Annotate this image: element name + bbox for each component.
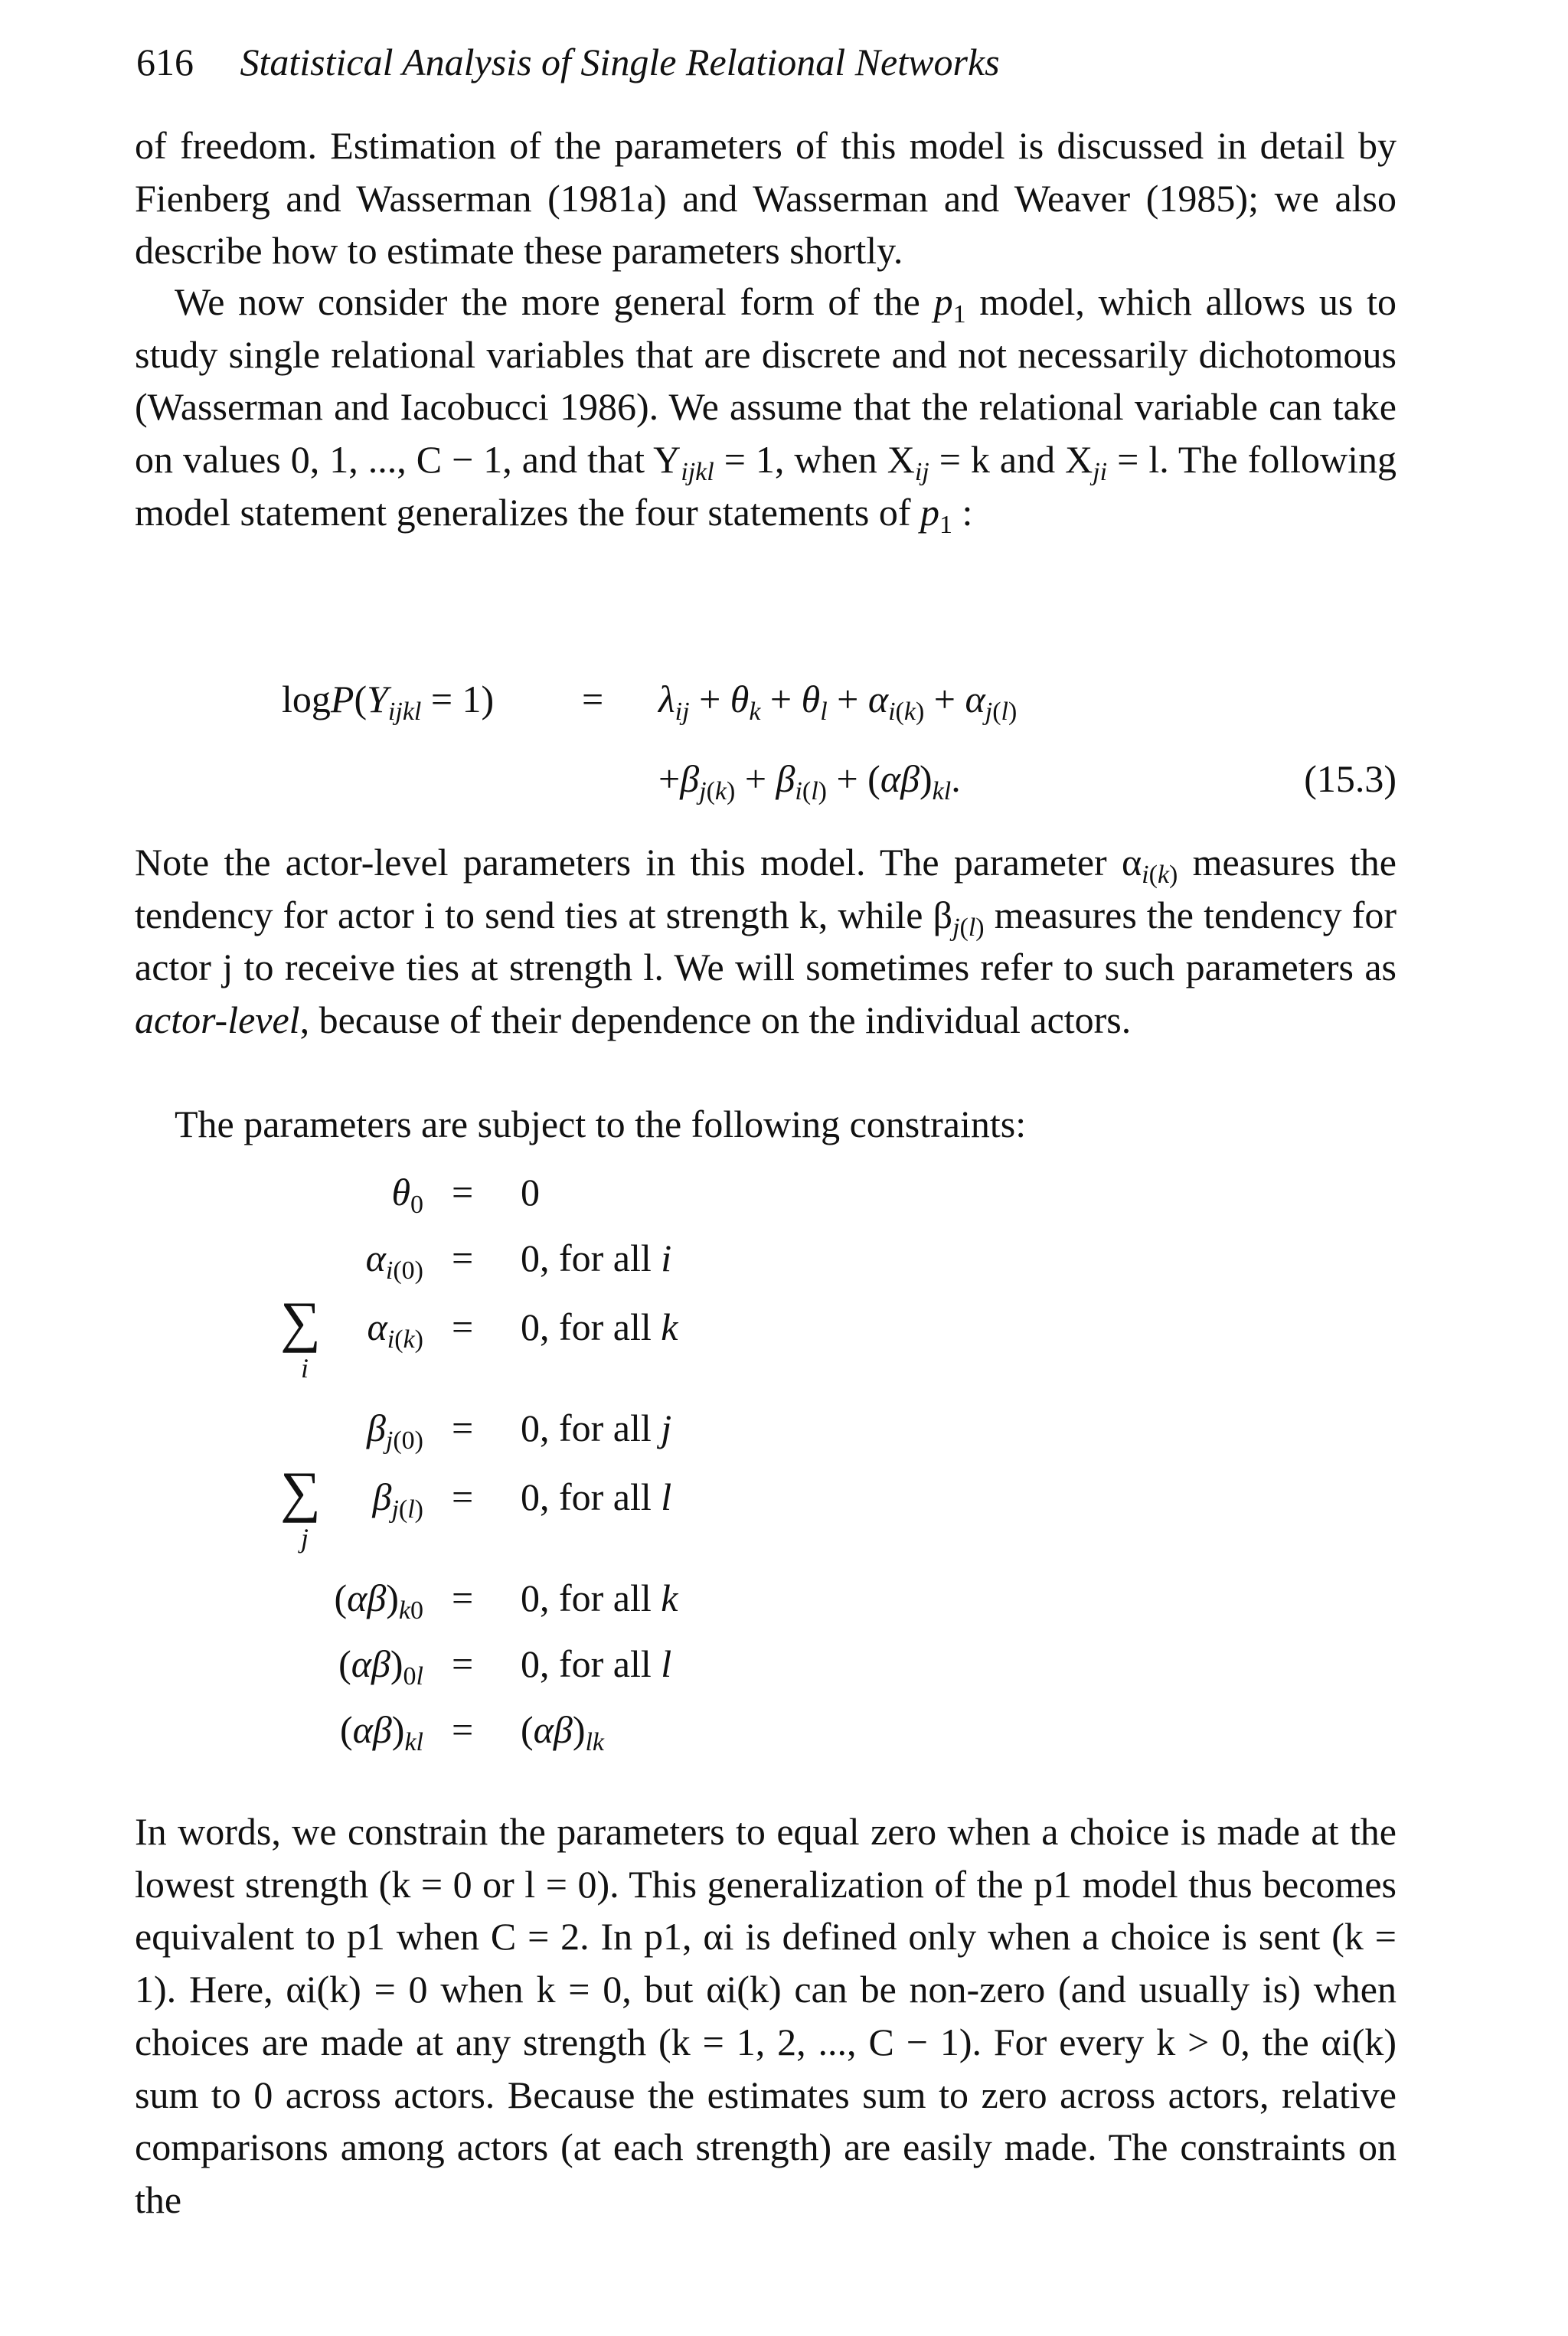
paragraph-1: of freedom. Estimation of the parameters of this model is discussed in detail by Fienberg and Wasserman (1981a) and Wasserman and Weaver (1985); we also describe how to estimate these parameters shortly. (135, 124, 1396, 273)
equation-number: (15.3) (1304, 757, 1396, 800)
paragraph-2: We now consider the more general form of the $p_1$ model, which allows us to study single relational variables that are discrete and not necessarily dichotomous (Wasserman and Iacobucci 1986). We assume that the relational variable can take on values 0, 1, ..., C − 1, and that $Y_{ijkl} = 1$, when $X_{ij} = k$ and $X_{ji} = l$. The following model statement generalizes the four statements of $p_1$ : (135, 280, 1397, 539)
paragraph-4: The parameters are subject to the following constraints: (175, 1103, 1027, 1145)
equation-line-2: $+\beta_{j(k)} + \beta_{i(l)} + (\alpha\beta)_{kl}$. (658, 757, 961, 806)
summation-icon: ∑ (280, 1461, 321, 1524)
book-page: 616 Statistical Analysis of Single Relational Networks of freedom. Estimation of the parameters of this model is discussed in detail by Fienberg and Wasserman (1981a) and Wasserman and Weaver (1985); we also describe how to estimate these parameters shortly. We now consider the more general form of the $p_1$ model, which allows us to study single relational variables that are discrete and not necessarily dichotomous (Wasserman and Iacobucci 1986). We assume that the relational variable can take on values 0, 1, ..., C − 1, and that $Y_{ijkl} = 1$, when $X_{ij} = k$ and $X_{ji} = l$. The following model statement generalizes the four statements of $p_1$ : $\log P(Y_{ijkl} = 1)$ = $\lambda_{ij} + \theta_k + \theta_l + \alpha_{i(k)} + \alpha_{j(l)}$ $+\beta_{j(k)} + \beta_{i(l)} + (\alpha\beta)_{kl}$. (15.3) Note the actor-level parameters in this model. The parameter $\alpha_{i(k)}$ measures the tendency for actor i to send ties at strength k, while $\beta_{j(l)}$ measures the tendency for actor j to receive ties at strength l. We will sometimes refer to such parameters as actor-level, because of their dependence on the individual actors. The parameters are subject to the following constraints: $\theta_0$ = 0 $\alpha_{i(0)}$ = 0, for all i ∑ i $\alpha_{i(k)}$ = 0, for all k $\beta_{j(0)}$ = 0, for all j ∑ j $\beta_{j(l)}$ = 0, for all l $(\alpha\beta)_{k0}$ = 0, for all k $(\alpha\beta)_{0l}$ = 0, for all l $(\alpha\beta)_{kl}$ = $(\alpha\beta)_{lk}$ In words, we constrain the parameters to equal zero when a choice is made at the lowest strength (k = 0 or l = 0). This generalization of the p1 model thus becomes equivalent to p1 when C = 2. In p1, αi is defined only when a choice is sent (k = 1). Here, αi(k) = 0 when k = 0, but αi(k) can be non-zero (and usually is) when choices are made at any strength (k = 1, 2, ..., C − 1). For every k > 0, the αi(k) sum to 0 across actors. Because the estimates sum to zero across actors, relative comparisons among actors (at each strength) are easily made. The constraints on the (0, 0, 1568, 2336)
paragraph-5: In words, we constrain the parameters to equal zero when a choice is made at the lowest strength (k = 0 or l = 0). This generalization of the p1 model thus becomes equivalent to p1 when C = 2. In p1, αi is defined only when a choice is sent (k = 1). Here, αi(k) = 0 when k = 0, but αi(k) can be non-zero (and usually is) when choices are made at any strength (k = 1, 2, ..., C − 1). For every k > 0, the αi(k) sum to 0 across actors. Because the estimates sum to zero across actors, relative comparisons among actors (at each strength) are easily made. The constraints on the (135, 1810, 1396, 2221)
equation-lhs: $\log P(Y_{ijkl} = 1)$ (282, 678, 495, 727)
summation-icon: ∑ (280, 1291, 321, 1354)
equation-line-1: $\lambda_{ij} + \theta_k + \theta_l + \alpha_{i(k)} + \alpha_{j(l)}$ (658, 678, 1018, 727)
page-number: 616 (136, 41, 194, 83)
equation-equals: = (582, 678, 604, 720)
paragraph-3: Note the actor-level parameters in this model. The parameter $\alpha_{i(k)}$ measures the tendency for actor i to send ties at strength k, while $\beta_{j(l)}$ measures the tendency for actor j to receive ties at strength l. We will sometimes refer to such parameters as actor-level, because of their dependence on the individual actors. (135, 841, 1396, 1042)
running-title: Statistical Analysis of Single Relational Networks (240, 41, 1000, 83)
running-header (136, 40, 1000, 84)
